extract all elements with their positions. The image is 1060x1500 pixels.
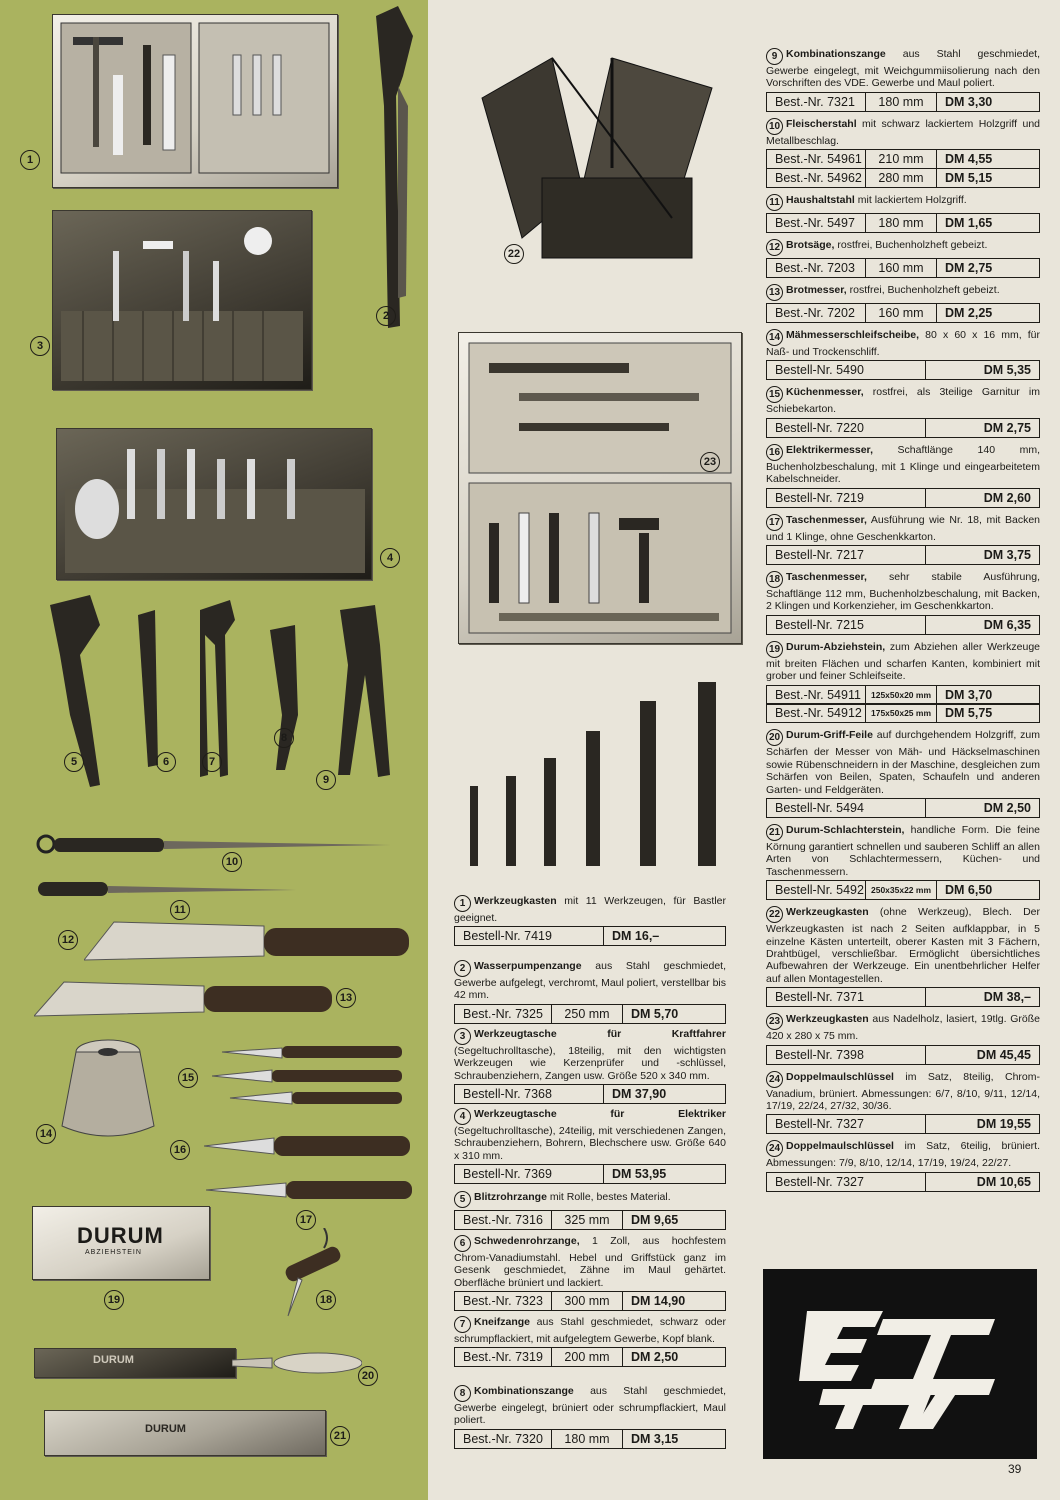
product-name: Werkzeugtasche für Kraftfahrer [474, 1028, 726, 1040]
entry-heading [766, 444, 1040, 486]
product-description: im Satz, 6teilig, brüniert. Abmessungen: 7/9, 8/10, 12/14, 17/19, 19/24, 22/27. [766, 1140, 1040, 1170]
electrician-knife-drawing [204, 1134, 414, 1158]
product-description: mit 11 Werkzeugen, für Bastler geeignet. [454, 895, 726, 924]
order-row [766, 880, 1040, 900]
wrench-set-drawing [462, 676, 742, 866]
figure-number: 5 [64, 752, 84, 772]
order-number: Best.-Nr. 7323 [455, 1292, 552, 1310]
order-row [766, 418, 1040, 438]
price: DM 2,75 [945, 260, 993, 275]
product-entry-8 [454, 1385, 726, 1449]
order-number: Bestell-Nr. 7217 [767, 546, 926, 564]
product-name: Werkzeugkasten [786, 906, 869, 919]
figure-number: 6 [156, 752, 176, 772]
product-description: 1 Zoll, aus hochfestem Chrom-Vanadiumstahl. Hebel und Griffstück ganz im Gesenk geschmiedet, Zähne im Maul gehärtet. Oberfläche brüniert und lackiert. [454, 1235, 726, 1289]
product-entry-12 [766, 239, 1040, 278]
file-handle-drawing [232, 1350, 362, 1376]
product-name: Durum-Griff-Feile [786, 729, 873, 742]
product-entry-21 [766, 824, 1040, 900]
size: 180 mm [866, 93, 937, 111]
pocket-knife-drawing [206, 1180, 416, 1200]
order-number: Best.-Nr. 7319 [455, 1348, 552, 1366]
entry-heading [766, 239, 1040, 256]
entry-number: 9 [766, 48, 783, 65]
wooden-toolcase-photo [458, 332, 742, 644]
figure-number: 12 [58, 930, 78, 950]
order-row [454, 1291, 726, 1311]
entry-number: 7 [454, 1316, 471, 1333]
product-name: Kneifzange [474, 1316, 531, 1328]
product-name: Taschenmesser, [786, 570, 867, 583]
order-row [454, 1429, 726, 1449]
file-brand-label: DURUM [93, 1354, 134, 1366]
price: DM 1,65 [945, 215, 993, 230]
price: DM 38,– [983, 990, 1031, 1005]
product-name: Doppelmaulschlüssel [786, 1140, 894, 1153]
figure-number: 10 [222, 852, 242, 872]
price: DM 6,35 [983, 617, 1031, 632]
entry-heading [766, 1071, 1040, 1113]
entry-heading [766, 118, 1040, 147]
order-number: Best.-Nr. 7325 [455, 1005, 552, 1023]
product-description: (Segeltuchrolltasche), 18teilig, mit den wichtigsten Werkzeugen wie Kerzenprüfer und -schlüssel, Schraubenziehern, Zangen usw. Größe 520 x 340 mm. [454, 1045, 726, 1082]
product-entry-24 [766, 1071, 1040, 1135]
order-number: Best.-Nr. 7320 [455, 1430, 552, 1448]
product-entry-7 [454, 1316, 726, 1367]
entry-heading [766, 641, 1040, 683]
size: 250 mm [552, 1005, 623, 1023]
tool-roll-driver-photo [52, 210, 312, 390]
product-description: aus Nadelholz, lasiert, 19tlg. Größe 420 x 280 x 75 mm. [766, 1013, 1040, 1043]
brand-logo [763, 1269, 1037, 1459]
product-name: Kombinationszange [786, 48, 886, 60]
file-stone-photo [34, 1348, 236, 1378]
order-number: Best.-Nr. 7316 [455, 1211, 552, 1229]
size: 180 mm [866, 214, 937, 232]
product-entry-20 [766, 729, 1040, 818]
price: DM 5,70 [631, 1006, 679, 1021]
entry-number: 4 [454, 1108, 471, 1125]
figure-number: 8 [274, 728, 294, 748]
product-name: Schwedenrohrzange, [474, 1235, 580, 1247]
order-number: Best.-Nr. 7203 [767, 259, 866, 277]
order-row [454, 1084, 726, 1104]
product-description: Schaftlänge 140 mm, Buchenholzbeschalung, mit 1 Klinge und eingearbeitetem Kabelschneider. [766, 443, 1040, 486]
entry-heading [766, 1013, 1040, 1042]
figure-number: 3 [30, 336, 50, 356]
order-row [454, 1004, 726, 1024]
product-description: Ausführung wie Nr. 18, mit Backen und 1 Klinge, ohne Geschenkkarton. [766, 513, 1040, 543]
figure-number: 23 [700, 452, 720, 472]
entry-number: 10 [766, 118, 783, 135]
order-number: Bestell-Nr. 7220 [767, 419, 926, 437]
product-name: Durum-Abziehstein, [786, 640, 886, 653]
tool-roll-electrician-drawing [57, 429, 371, 579]
toolcase-drawing [53, 15, 337, 187]
price: DM 2,25 [945, 305, 993, 320]
price: DM 5,15 [945, 170, 993, 185]
product-name: Werkzeugkasten [474, 895, 557, 907]
figure-number: 4 [380, 548, 400, 568]
product-name: Durum-Schlachterstein, [786, 823, 905, 836]
entry-number: 20 [766, 729, 783, 746]
price: DM 5,75 [945, 706, 993, 721]
order-number: Bestell-Nr. 7327 [767, 1115, 926, 1133]
order-number: Bestell-Nr. 7419 [455, 927, 604, 945]
figure-number: 1 [20, 150, 40, 170]
product-name: Werkzeugtasche für Elektriker [474, 1108, 726, 1120]
figure-number: 17 [296, 1210, 316, 1230]
grinding-wheel-drawing [58, 1036, 158, 1146]
price: DM 2,75 [983, 420, 1031, 435]
stone-sub-label: ABZIEHSTEIN [85, 1249, 142, 1256]
entry-heading [766, 514, 1040, 543]
cantilever-toolbox-drawing [462, 38, 752, 278]
figure-number: 21 [330, 1426, 350, 1446]
tool-roll-electrician-photo [56, 428, 372, 580]
order-number: Bestell-Nr. 7369 [455, 1165, 604, 1183]
size: 280 mm [866, 169, 937, 187]
bread-saw-drawing [84, 920, 414, 964]
product-description: aus Stahl geschmiedet, Gewerbe eingelegt, brüniert oder schrumpflackiert, Maul poliert. [454, 1385, 726, 1427]
order-row [766, 258, 1040, 278]
price: DM 4,55 [945, 152, 993, 167]
product-name: Küchenmesser, [786, 386, 864, 399]
order-row [766, 149, 1040, 169]
order-number: Bestell-Nr. 7327 [767, 1173, 926, 1191]
entry-number: 24 [766, 1140, 783, 1157]
product-description: aus Stahl geschmiedet, Gewerbe eingelegt, mit Weichgummiisolierung nach den Vorschriften des VDE. Gewerbe und Maul poliert. [766, 48, 1040, 90]
product-entry-24 [766, 1140, 1040, 1191]
product-entry-18 [766, 571, 1040, 635]
product-entry-23 [766, 1013, 1040, 1064]
product-description: zum Abziehen aller Werkzeuge mit breiten Flächen und scharfen Kanten, kombiniert mit grober und feiner Schleifseite. [766, 640, 1040, 683]
order-number: Best.-Nr. 54911 [767, 686, 866, 704]
water-pump-pliers-drawing [358, 6, 428, 336]
price: DM 53,95 [612, 1167, 667, 1182]
figure-number: 13 [336, 988, 356, 1008]
page-number: 39 [1008, 1462, 1022, 1476]
price: DM 45,45 [976, 1047, 1031, 1062]
product-description: rostfrei, als 3teilige Garnitur im Schiebekarton. [766, 386, 1040, 416]
toolcase-photo [52, 14, 338, 188]
price: DM 3,15 [631, 1431, 679, 1446]
entry-number: 8 [454, 1385, 471, 1402]
product-description: aus Stahl geschmiedet, Gewerbe aufgelegt, verchromt, Maul poliert, verstellbar bis 42 mm. [454, 960, 726, 1002]
entry-number: 2 [454, 960, 471, 977]
entry-number: 19 [766, 641, 783, 658]
order-row [766, 685, 1040, 705]
price: DM 2,60 [983, 490, 1031, 505]
pliers-row-drawing [30, 595, 420, 805]
entry-number: 11 [766, 194, 783, 211]
entry-heading [766, 48, 1040, 90]
product-description: mit Rolle, bestes Material. [546, 1191, 671, 1203]
product-entry-14 [766, 329, 1040, 380]
product-description: im Satz, 8teilig, Chrom-Vanadium, brüniert. Abmessungen: 6/7, 8/10, 9/11, 12/14, 17/19, 22/24, 27/32, 30/36. [766, 1070, 1040, 1112]
entry-number: 1 [454, 895, 471, 912]
price: DM 2,50 [631, 1350, 679, 1365]
product-name: Mähmesserschleifscheibe, [786, 328, 920, 341]
price: DM 37,90 [612, 1087, 667, 1102]
product-entry-17 [766, 514, 1040, 565]
bread-knife-drawing [34, 980, 334, 1020]
product-name: Fleischerstahl [786, 117, 857, 130]
price: DM 16,– [612, 929, 660, 944]
order-number: Bestell-Nr. 7215 [767, 616, 926, 634]
price: DM 6,50 [945, 883, 993, 898]
product-entry-3 [454, 1028, 726, 1104]
product-name: Wasserpumpenzange [474, 960, 582, 972]
pocket-knife-corkscrew-drawing [268, 1228, 348, 1318]
order-row [766, 703, 1040, 723]
order-row [766, 987, 1040, 1007]
entry-number: 21 [766, 824, 783, 841]
order-row [766, 1114, 1040, 1134]
entry-number: 12 [766, 239, 783, 256]
entry-number: 17 [766, 514, 783, 531]
product-entry-4 [454, 1108, 726, 1184]
stone-brand-label: DURUM [77, 1223, 164, 1248]
product-entry-22 [766, 906, 1040, 1007]
figure-number: 14 [36, 1124, 56, 1144]
entry-heading [766, 194, 1040, 211]
order-number: Best.-Nr. 54961 [767, 150, 866, 168]
entry-number: 22 [766, 906, 783, 923]
entry-number: 5 [454, 1191, 471, 1208]
figure-number: 19 [104, 1290, 124, 1310]
size: 125x50x20 mm [866, 686, 937, 704]
figure-number: 18 [316, 1290, 336, 1310]
entry-heading [766, 729, 1040, 796]
product-name: Doppelmaulschlüssel [786, 1070, 894, 1083]
product-description: rostfrei, Buchenholzheft gebeizt. [834, 238, 988, 251]
entry-heading [766, 284, 1040, 301]
order-number: Bestell-Nr. 5492 [767, 881, 866, 899]
size: 175x50x25 mm [866, 704, 937, 722]
product-name: Taschenmesser, [786, 513, 867, 526]
wooden-toolcase-drawing [459, 333, 741, 643]
entry-heading [766, 571, 1040, 613]
product-description: mit lackiertem Holzgriff. [854, 193, 967, 206]
figure-number: 11 [170, 900, 190, 920]
entry-number: 6 [454, 1235, 471, 1252]
butcher-stone-photo [44, 1410, 326, 1456]
product-name: Brotmesser, [786, 283, 847, 296]
order-row [454, 1164, 726, 1184]
product-entry-2 [454, 960, 726, 1024]
price: DM 2,50 [983, 800, 1031, 815]
entry-number: 14 [766, 329, 783, 346]
size: 210 mm [866, 150, 937, 168]
entry-heading [766, 329, 1040, 358]
product-name: Blitzrohrzange [474, 1191, 547, 1203]
product-name: Brotsäge, [786, 238, 835, 251]
figure-number: 9 [316, 770, 336, 790]
product-entry-6 [454, 1235, 726, 1311]
figure-number: 20 [358, 1366, 378, 1386]
product-entry-16 [766, 444, 1040, 508]
order-row [766, 798, 1040, 818]
size: 180 mm [552, 1430, 623, 1448]
order-number: Bestell-Nr. 5494 [767, 799, 926, 817]
order-number: Bestell-Nr. 7398 [767, 1046, 926, 1064]
product-description: (ohne Werkzeug), Blech. Der Werkzeugkasten ist nach 2 Seiten aufklappbar, in 5 einzelne Kästen unterteilt, oberer Kasten mit 3 Fächern, Drahtbügel, verschließbar. Ermöglicht übersichtliches Aufbewahren der Werkzeuge. Ein unentbehrlicher Helfer auf allen Montagestellen. [766, 906, 1040, 985]
butcher-steel-drawing [36, 830, 396, 860]
sharpening-stone-box [32, 1206, 210, 1280]
order-row [766, 488, 1040, 508]
size: 250x35x22 mm [866, 881, 937, 899]
product-entry-15 [766, 386, 1040, 437]
product-description: auf durchgehendem Holzgriff, zum Schärfen der Messer von Mäh- und Häckselmaschinen sowie Rübenschneidern in der Maschine, desgleichen zum Schärfen von Beilen, Spaten, Schaufeln und anderen Garten- und Feldgeräten. [766, 729, 1040, 796]
product-description: sehr stabile Ausführung, Schaftlänge 112 mm, Buchenholzbeschalung, mit Backen, 2 Klingen und Korkenzieher, im Geschenkkarton. [766, 570, 1040, 613]
entry-heading [766, 906, 1040, 985]
order-number: Bestell-Nr. 7219 [767, 489, 926, 507]
product-entry-11 [766, 194, 1040, 233]
order-number: Bestell-Nr. 7368 [455, 1085, 604, 1103]
order-row [766, 615, 1040, 635]
entry-heading [766, 824, 1040, 878]
product-description: mit schwarz lackiertem Holzgriff und Metallbeschlag. [766, 117, 1040, 147]
entry-number: 3 [454, 1028, 471, 1045]
size: 160 mm [866, 259, 937, 277]
order-number: Bestell-Nr. 5490 [767, 361, 926, 379]
order-row [766, 168, 1040, 188]
order-number: Best.-Nr. 54912 [767, 704, 866, 722]
order-row [766, 1045, 1040, 1065]
order-number: Best.-Nr. 54962 [767, 169, 866, 187]
product-description: (Segeltuchrolltasche), 24teilig, mit verschiedenen Zangen, Schraubenziehern, Bohrern, Blechschere usw. Größe 640 x 310 mm. [454, 1125, 726, 1162]
price: DM 14,90 [631, 1294, 686, 1309]
household-steel-drawing [38, 878, 298, 902]
order-row [766, 92, 1040, 112]
figure-number: 7 [202, 752, 222, 772]
order-row [766, 360, 1040, 380]
order-row [766, 545, 1040, 565]
entry-number: 16 [766, 444, 783, 461]
figure-number: 15 [178, 1068, 198, 1088]
product-description: 80 x 60 x 16 mm, für Naß- und Trockenschliff. [766, 328, 1040, 358]
entry-number: 15 [766, 386, 783, 403]
figure-number: 2 [376, 306, 396, 326]
product-entry-10 [766, 118, 1040, 188]
figure-number: 16 [170, 1140, 190, 1160]
product-entry-9 [766, 48, 1040, 112]
product-entry-13 [766, 284, 1040, 323]
entry-heading [766, 386, 1040, 415]
order-row [454, 1347, 726, 1367]
product-description: handliche Form. Die feine Körnung garantiert schnellen und sauberen Schliff an allen Arten von Schlachtermessern, Küchen- und Taschenmessern. [766, 823, 1040, 878]
order-number: Best.-Nr. 7321 [767, 93, 866, 111]
order-row [454, 1210, 726, 1230]
order-row [766, 303, 1040, 323]
size: 200 mm [552, 1348, 623, 1366]
price: DM 3,70 [945, 687, 993, 702]
product-name: Haushaltstahl [786, 193, 855, 206]
right-product-column [766, 48, 1040, 1198]
order-number: Best.-Nr. 5497 [767, 214, 866, 232]
brand-logo-mark [763, 1269, 1037, 1459]
entry-number: 13 [766, 284, 783, 301]
product-description: rostfrei, Buchenholzheft gebeizt. [846, 283, 1000, 296]
price: DM 5,35 [983, 363, 1031, 378]
product-description: aus Stahl geschmiedet, schwarz oder schrumpflackiert, mit aufgelegtem Gewerbe, Kopf blank. [454, 1316, 726, 1345]
figure-number: 22 [504, 244, 524, 264]
size: 160 mm [866, 304, 937, 322]
order-row [766, 1172, 1040, 1192]
product-entry-1 [454, 895, 726, 946]
product-entry-19 [766, 641, 1040, 724]
price: DM 3,30 [945, 94, 993, 109]
price: DM 19,55 [976, 1117, 1031, 1132]
order-row [766, 213, 1040, 233]
order-number: Bestell-Nr. 7371 [767, 988, 926, 1006]
kitchen-knives-drawing [212, 1040, 412, 1106]
butcher-stone-label: DURUM [145, 1423, 186, 1435]
order-number: Best.-Nr. 7202 [767, 304, 866, 322]
order-row [454, 926, 726, 946]
price: DM 10,65 [976, 1174, 1031, 1189]
product-name: Kombinationszange [474, 1385, 574, 1397]
size: 325 mm [552, 1211, 623, 1229]
size: 300 mm [552, 1292, 623, 1310]
entry-number: 18 [766, 571, 783, 588]
product-entry-5 [454, 1191, 726, 1230]
entry-number: 24 [766, 1071, 783, 1088]
tool-roll-driver-drawing [53, 211, 311, 389]
entry-number: 23 [766, 1013, 783, 1030]
price: DM 9,65 [631, 1213, 679, 1227]
product-name: Werkzeugkasten [786, 1013, 869, 1026]
entry-heading [766, 1140, 1040, 1169]
price: DM 3,75 [983, 547, 1031, 562]
product-name: Elektrikermesser, [786, 443, 873, 456]
